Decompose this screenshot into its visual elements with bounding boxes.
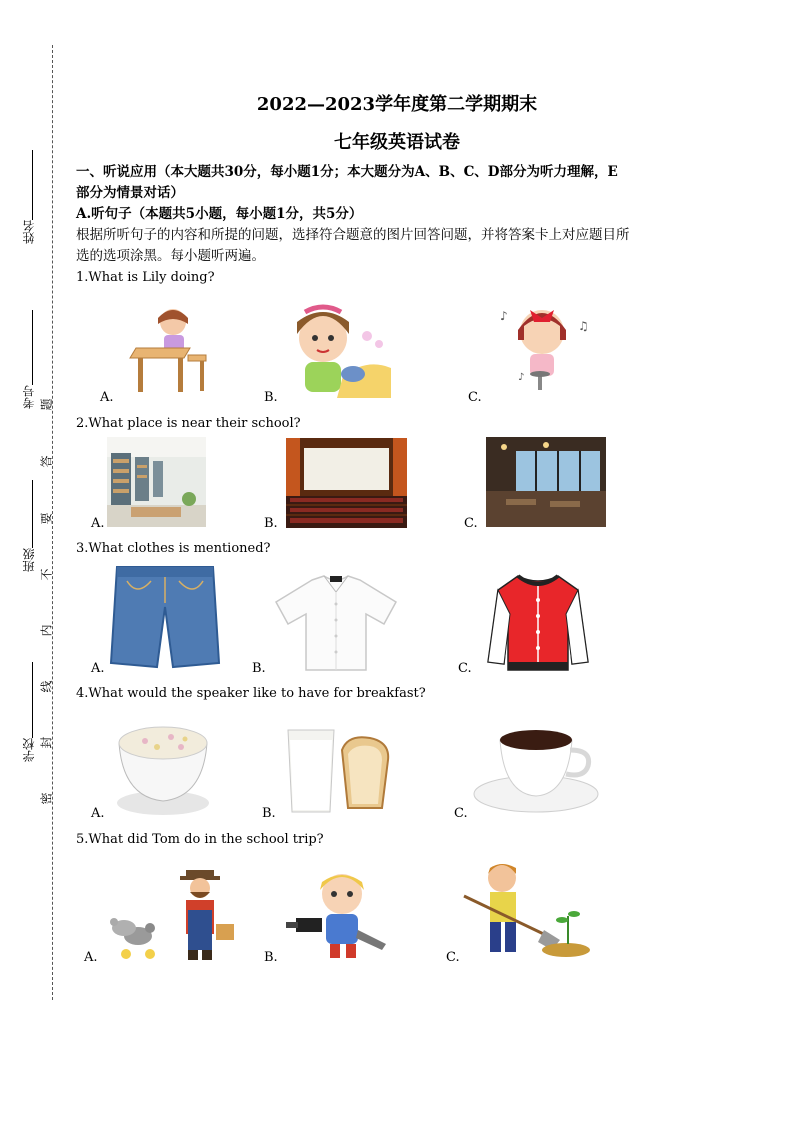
part-a-heading: A.听句子（本题共5小题，每小题1分，共5分） — [76, 206, 363, 222]
svg-text:♪: ♪ — [500, 309, 508, 323]
option-label: B. — [264, 516, 278, 531]
seal-char: 不 — [39, 568, 54, 581]
number-field[interactable] — [32, 310, 34, 385]
girl-writing-at-desk-picture — [128, 300, 210, 400]
option-label: C. — [446, 950, 460, 965]
seal-char: 线 — [39, 680, 54, 693]
option-label: A. — [91, 516, 105, 531]
exam-title: 2022—2023学年度第二学期期末 — [256, 94, 538, 115]
option-label: A. — [100, 390, 114, 405]
exam-subtitle: 七年级英语试卷 — [334, 132, 460, 153]
seal-char: 封 — [39, 736, 54, 749]
farmer-feeding-chickens-picture — [104, 870, 240, 962]
option-label: C. — [468, 390, 482, 405]
cafe-picture — [486, 437, 606, 527]
seal-char: 内 — [39, 624, 54, 637]
option-label: A. — [84, 950, 98, 965]
coffee-cup-picture — [470, 710, 604, 816]
question-3: 3.What clothes is mentioned? — [76, 541, 271, 556]
boy-with-camera-picture — [286, 870, 398, 962]
svg-text:♫: ♫ — [578, 319, 589, 333]
option-label: C. — [458, 661, 472, 676]
white-shirt-picture — [272, 572, 400, 672]
red-jacket-picture — [486, 570, 590, 672]
option-label: B. — [252, 661, 266, 676]
denim-shorts-picture — [107, 563, 223, 671]
option-label: B. — [264, 390, 278, 405]
porridge-bowl-picture — [115, 713, 211, 817]
seal-char: 题 — [39, 398, 54, 411]
section-heading-line2: 部分为情景对话） — [76, 185, 184, 201]
seal-char: 密 — [39, 792, 54, 805]
name-field[interactable] — [32, 150, 34, 220]
instruction-line1: 根据所听句子的内容和所提的问题，选择符合题意的图片回答问题，并将答案卡上对应题目所 — [76, 227, 630, 243]
option-label: A. — [91, 661, 105, 676]
question-1: 1.What is Lily doing? — [76, 270, 215, 285]
milk-and-bread-picture — [278, 720, 396, 816]
option-label: A. — [91, 806, 105, 821]
option-label: B. — [264, 950, 278, 965]
option-label: C. — [454, 806, 468, 821]
girl-on-telephone-picture — [287, 298, 391, 400]
question-2: 2.What place is near their school? — [76, 416, 301, 431]
number-label: 考号 — [22, 385, 36, 409]
svg-text:♪: ♪ — [518, 372, 525, 383]
class-field[interactable] — [32, 480, 34, 548]
cinema-picture — [286, 438, 407, 528]
seal-char: 要 — [39, 512, 54, 525]
school-field[interactable] — [32, 662, 34, 738]
seal-char: 答 — [39, 455, 54, 468]
section-heading-line1: 一、听说应用（本大题共30分，每小题1分；本大题分为A、B、C、D部分为听力理解，E — [76, 164, 618, 180]
option-label: B. — [262, 806, 276, 821]
class-label: 班级 — [22, 548, 36, 572]
question-5: 5.What did Tom do in the school trip? — [76, 832, 324, 847]
library-picture — [107, 437, 206, 527]
name-label: 姓名 — [22, 220, 36, 244]
option-label: C. — [464, 516, 478, 531]
girl-singing-picture — [490, 300, 596, 400]
instruction-line2: 选的选项涂黑。每小题听两遍。 — [76, 248, 265, 264]
question-4: 4.What would the speaker like to have for breakfast? — [76, 686, 426, 701]
school-label: 学校 — [22, 738, 36, 762]
boy-planting-tree-picture — [462, 860, 594, 958]
